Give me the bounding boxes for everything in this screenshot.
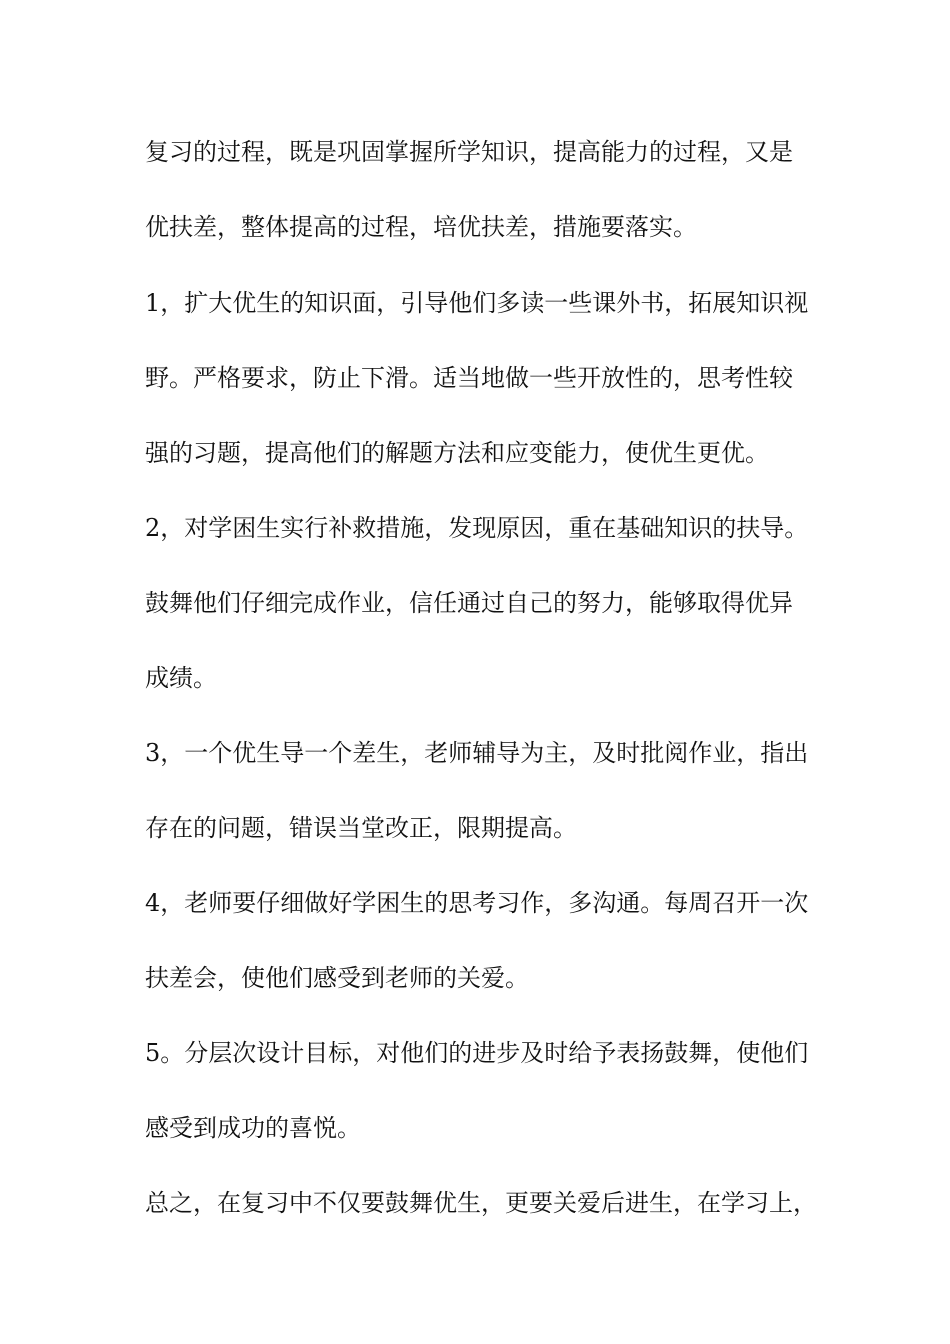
text-line-3: 1，扩大优生的知识面，引导他们多读一些课外书，拓展知识视 — [145, 289, 809, 317]
text-line-7: 鼓舞他们仔细完成作业，信任通过自己的努力，能够取得优异 — [145, 589, 793, 617]
text-line-15: 总之，在复习中不仅要鼓舞优生，更要关爱后进生，在学习上， — [145, 1189, 817, 1217]
text-line-13: 5。分层次设计目标，对他们的进步及时给予表扬鼓舞，使他们 — [145, 1039, 809, 1067]
text-line-1: 复习的过程，既是巩固掌握所学知识，提高能力的过程，又是 — [145, 138, 793, 166]
text-line-9: 3，一个优生导一个差生，老师辅导为主，及时批阅作业，指出 — [145, 739, 809, 767]
text-line-12: 扶差会，使他们感受到老师的关爱。 — [145, 964, 529, 992]
text-line-10: 存在的问题，错误当堂改正，限期提高。 — [145, 814, 577, 842]
text-line-11: 4，老师要仔细做好学困生的思考习作，多沟通。每周召开一次 — [145, 889, 809, 917]
text-line-2: 优扶差，整体提高的过程，培优扶差，措施要落实。 — [145, 213, 697, 241]
text-line-6: 2，对学困生实行补救措施，发现原因，重在基础知识的扶导。 — [145, 514, 809, 542]
text-line-8: 成绩。 — [145, 664, 217, 692]
text-line-14: 感受到成功的喜悦。 — [145, 1114, 361, 1142]
text-line-5: 强的习题，提高他们的解题方法和应变能力，使优生更优。 — [145, 439, 769, 467]
text-line-4: 野。严格要求，防止下滑。适当地做一些开放性的，思考性较 — [145, 364, 793, 392]
